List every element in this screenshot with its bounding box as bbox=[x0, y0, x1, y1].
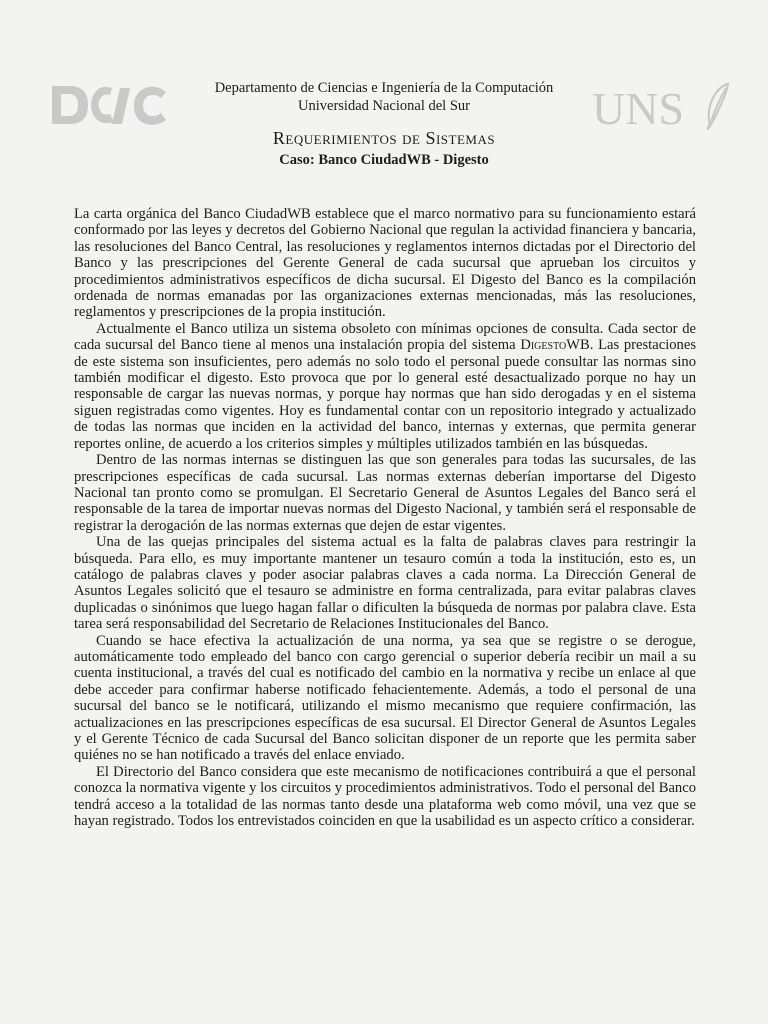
case-subtitle: Caso: Banco CiudadWB - Digesto bbox=[279, 152, 489, 168]
header-affiliation bbox=[170, 79, 598, 115]
paragraph: El Directorio del Banco considera que este mecanismo de notificaciones contribuirá a que el personal conozca la normativa vigente y los circuitos y procedimientos administrativos. Todo el personal del Banco tendrá acceso a la totalidad de las normas tanto desde una plataforma web como móvil, una vez que se hayan registrado. Todos los entrevistados coinciden en que la usabilidad es un aspecto crítico a considerar. bbox=[74, 763, 696, 830]
paragraph: La carta orgánica del Banco CiudadWB establece que el marco normativo para su funcionamiento estará conformado por las leyes y decretos del Gobierno Nacional que regulan la actividad financiera y bancaria, las resoluciones del Banco Central, las resoluciones y reglamentos internos dictadas por el Directorio del Banco y las prescripciones del Gerente General de cada sucursal que aprueban los circuitos y procedimientos administrativos específicos de dicha sucursal. El Digesto del Banco es la compilación ordenada de normas emanadas por las organizaciones externas mencionadas, más las resoluciones, reglamentos y prescripciones de la propia institución. bbox=[74, 206, 696, 321]
paragraph-text: Actualmente el Banco utiliza un sistema obsoleto con mínimas opciones de consulta. Cada sector de cada sucursal del Banco tiene al menos una instalación propia del sistema bbox=[74, 320, 696, 354]
document-title: Requerimientos de Sistemas bbox=[272, 128, 496, 148]
svg-text:UNS: UNS bbox=[592, 83, 685, 132]
uns-logo bbox=[590, 80, 730, 132]
paragraph: Cuando se hace efectiva la actualización de una norma, ya sea que se registre o se derogue, automáticamente todo empleado del banco con cargo gerencial o superior debería recibir un mail a su cuenta institucional, a través del cual es notificado del cambio en la normativa y recibe un enlace al que debe acceder para confirmar haberse notificado fehacientemente. Además, a todo el personal de una sucursal del banco se le notificará, utilizando el mismo mecanismo que requiere confirmación, las actualizaciones en las prescripciones específicas de esa sucursal. El Director General de Asuntos Legales y el Gerente Técnico de cada Sucursal del Banco solicitan disponer de un reporte que les permita saber quiénes no se han notificado a través del enlace enviado. bbox=[74, 632, 696, 764]
dcic-logo-graphic bbox=[50, 80, 170, 130]
university-name: Universidad Nacional del Sur bbox=[298, 98, 470, 114]
document-body bbox=[74, 206, 696, 829]
paragraph-text: . Las prestaciones de este sistema son insuficientes, pero además no solo todo el personal puede consultar las normas sino también modificar el digesto. Esto provoca que por lo general esté desactualizado porque no hay un responsable de cargar las nuevas normas, y porque hay normas que han sido derogadas y en el sistema siguen registradas como vigentes. Hoy es fundamental contar con un repositorio integrado y actualizado de todas las normas que inciden en la actividad del banco, internas y externas, que permita generar reportes online, de acuerdo a los criterios simples y múltiples utilizados también en las búsquedas. bbox=[74, 337, 696, 452]
dcic-logo bbox=[50, 80, 170, 130]
system-name: DigestoWB bbox=[520, 337, 590, 354]
uns-logo-graphic bbox=[590, 80, 730, 132]
paragraph: Dentro de las normas internas se distinguen las que son generales para todas las sucursales, de las prescripciones específicas de cada sucursal. Las normas externas deberían importarse del Digesto Nacional tan pronto como se promulgan. El Secretario General de Asuntos Legales del Banco será el responsable de la tarea de importar nuevas normas del Digesto Nacional, y también será el responsable de registrar la derogación de las normas externas que dejen de estar vigentes. bbox=[74, 452, 696, 534]
paragraph bbox=[74, 321, 696, 452]
department-name: Departamento de Ciencias e Ingeniería de la Computación bbox=[214, 80, 554, 96]
paragraph: Una de las quejas principales del sistema actual es la falta de palabras claves para restringir la búsqueda. Para ello, es muy importante mantener un tesauro común a toda la institución, esto es, un catálogo de palabras claves y poder asociar palabras claves a cada norma. La Dirección General de Asuntos Legales solicitó que el tesauro se administre en forma centralizada, para evitar palabras claves duplicadas o sinónimos que luego hagan fallar o dificulten la búsqueda de normas por palabra clave. Esta tarea será responsabilidad del Secretario de Relaciones Institucionales del Banco. bbox=[74, 534, 696, 633]
